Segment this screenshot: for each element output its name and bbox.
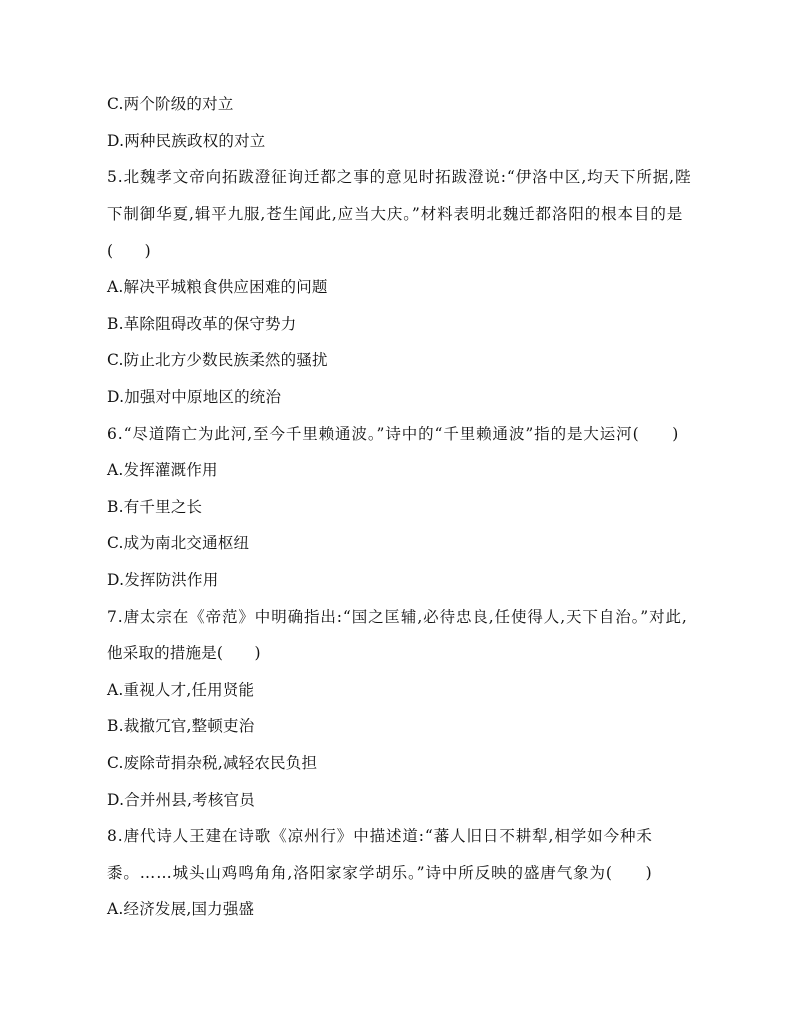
option-a-q7: A.重视人才,任用贤能 (107, 681, 255, 699)
option-b-q6: B.有千里之长 (107, 498, 203, 516)
option-b-q7: B.裁撤冗官,整顿吏治 (107, 717, 255, 735)
option-c-q7: C.废除苛捐杂税,减轻农民负担 (107, 754, 318, 772)
question-8-line-1: 8.唐代诗人王建在诗歌《凉州行》中描述道:“蕃人旧日不耕犁,相学如今种禾 (107, 827, 653, 845)
question-6: 6.“尽道隋亡为此河,至今千里赖通波。”诗中的“千里赖通波”指的是大运河( ) (107, 425, 680, 443)
question-7-line-1: 7.唐太宗在《帝范》中明确指出:“国之匡辅,必待忠良,任使得人,天下自治。”对此, (107, 608, 688, 626)
option-d-q7: D.合并州县,考核官员 (107, 791, 255, 809)
option-a-q5: A.解决平城粮食供应困难的问题 (107, 278, 328, 296)
option-d-q4: D.两种民族政权的对立 (107, 132, 266, 150)
option-c-q6: C.成为南北交通枢纽 (107, 534, 250, 552)
option-d-q5: D.加强对中原地区的统治 (107, 388, 282, 406)
option-d-q6: D.发挥防洪作用 (107, 571, 219, 589)
option-a-q8: A.经济发展,国力强盛 (107, 900, 255, 918)
question-5-line-1: 5.北魏孝文帝向拓跋澄征询迁都之事的意见时拓跋澄说:“伊洛中区,均天下所据,陛 (107, 168, 692, 186)
question-7-line-2: 他采取的措施是( ) (107, 644, 261, 662)
question-5-answer-blank: ( ) (107, 242, 151, 260)
option-a-q6: A.发挥灌溉作用 (107, 461, 218, 479)
question-5-line-2: 下制御华夏,辑平九服,苍生闻此,应当大庆。”材料表明北魏迁都洛阳的根本目的是 (107, 205, 684, 223)
option-b-q5: B.革除阻碍改革的保守势力 (107, 315, 297, 333)
question-8-line-2: 黍。……城头山鸡鸣角角,洛阳家家学胡乐。”诗中所反映的盛唐气象为( ) (107, 864, 653, 882)
option-c-q5: C.防止北方少数民族柔然的骚扰 (107, 351, 328, 369)
option-c-q4: C.两个阶级的对立 (107, 95, 234, 113)
